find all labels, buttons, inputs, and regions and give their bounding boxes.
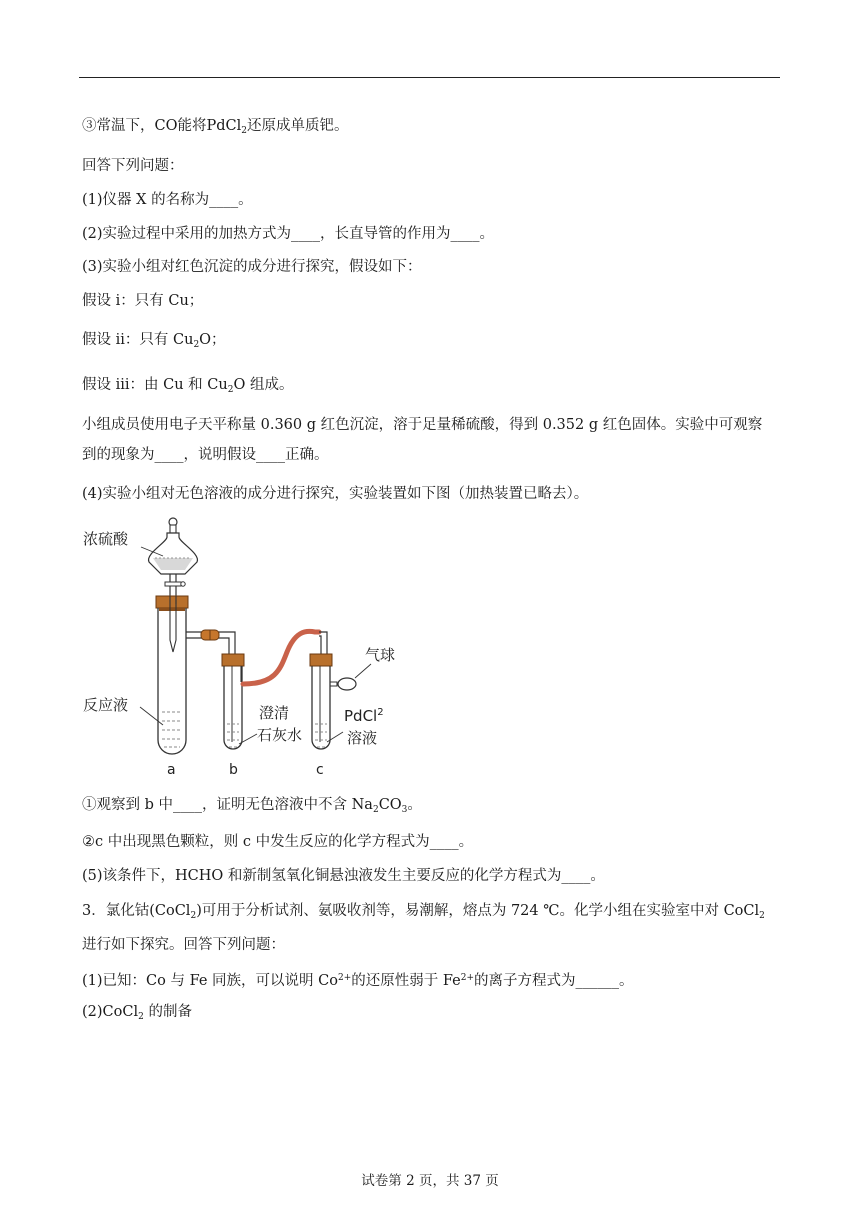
q3-part1-mid: 的还原性弱于 Fe — [351, 973, 461, 989]
question-3-part-2 — [82, 1002, 192, 1027]
condition-text: ③常温下，CO能将PdCl — [82, 118, 242, 134]
q3-part2-text: (2)CoCl — [82, 1004, 139, 1020]
balloon-leader — [355, 664, 371, 678]
hypothesis-text-end: O 组成。 — [233, 377, 294, 393]
hypothesis-3 — [82, 375, 293, 400]
sub-question-formula: CO — [378, 797, 402, 813]
question-part-4: (4)实验小组对无色溶液的成分进行探究，实验装置如下图（加热装置已略去）。 — [82, 486, 589, 502]
label-tube-c: c — [316, 762, 324, 778]
label-balloon: 气球 — [365, 646, 395, 664]
hypothesis-text: 假设 iii：由 Cu 和 Cu — [82, 377, 228, 393]
question-part-5: (5)该条件下，HCHO 和新制氢氧化铜悬浊液发生主要反应的化学方程式为____。 — [82, 868, 605, 884]
question-3-line-1 — [82, 901, 765, 926]
subscript: 2 — [193, 340, 200, 350]
q3-part1-text: (1)已知：Co 与 Fe 同族，可以说明 Co — [82, 973, 338, 989]
label-tube-a: a — [167, 762, 176, 778]
question-part-1: (1)仪器 X 的名称为____。 — [82, 192, 253, 208]
subscript: 2 — [372, 805, 379, 815]
q3-text: 3．氯化钴(CoCl — [82, 903, 191, 919]
condition-item-3 — [82, 116, 349, 141]
question-3-part-1 — [82, 968, 634, 991]
question-part-3: (3)实验小组对红色沉淀的成分进行探究，假设如下： — [82, 259, 422, 275]
question-part-2: (2)实验过程中采用的加热方式为____，长直导管的作用为____。 — [82, 226, 495, 242]
q3-part2-end: 的制备 — [143, 1004, 192, 1020]
q3-text-mid: )可用于分析试剂、氨吸收剂等，易潮解，熔点为 724 ℃。化学小组在实验室中对 CoCl — [196, 903, 760, 919]
subscript: 2 — [227, 385, 234, 395]
reaction-leader — [140, 707, 163, 725]
label-pdcl2 — [344, 707, 384, 725]
header-rule — [79, 77, 780, 78]
sub-question-text-end: 。 — [407, 797, 422, 813]
sub-question-text: ①观察到 b 中____，证明无色溶液中不含 Na — [82, 797, 373, 813]
experiment-paragraph: 小组成员使用电子天平称量 0.360 g 红色沉淀，溶于足量稀硫酸，得到 0.352 g 红色固体。实验中可观察到的现象为____，说明假设____正确。 — [82, 417, 763, 463]
subscript: 2 — [190, 911, 197, 921]
hypothesis-text: 假设 ii：只有 Cu — [82, 332, 194, 348]
pdcl-sub: 2 — [377, 707, 384, 718]
label-limewater-line2: 石灰水 — [257, 726, 303, 744]
answer-instruction: 回答下列问题： — [82, 158, 184, 174]
label-reaction-liquid: 反应液 — [83, 696, 129, 714]
subscript: 2 — [759, 911, 765, 921]
separatory-funnel — [149, 518, 198, 596]
sub-question-1 — [82, 795, 422, 820]
subscript: 2 — [241, 126, 247, 136]
hypothesis-1: 假设 i：只有 Cu； — [82, 293, 204, 309]
q3-part1-end: 的离子方程式为______。 — [474, 973, 634, 989]
label-solution: 溶液 — [347, 729, 378, 747]
superscript: 2+ — [337, 973, 352, 983]
subscript: 2 — [138, 1012, 144, 1022]
label-limewater-line1: 澄清 — [259, 704, 290, 722]
pdcl-main: PdCl — [344, 707, 378, 725]
test-tube-c — [310, 654, 332, 749]
test-tube-a — [156, 596, 188, 754]
balloon — [330, 678, 356, 690]
hypothesis-text-end: O； — [199, 332, 226, 348]
page-footer: 试卷第 2 页，共 37 页 — [361, 1173, 499, 1189]
subscript: 3 — [401, 805, 408, 815]
label-conc-sulfuric-acid: 浓硫酸 — [83, 530, 129, 548]
label-tube-b: b — [229, 762, 238, 778]
sub-question-2: ②c 中出现黑色颗粒，则 c 中发生反应的化学方程式为____。 — [82, 834, 474, 850]
apparatus-diagram — [75, 512, 395, 782]
superscript: 2+ — [460, 973, 475, 983]
question-3-line-2: 进行如下探究。回答下列问题： — [82, 937, 285, 953]
hypothesis-2 — [82, 330, 226, 355]
condition-text-end: 还原成单质钯。 — [247, 118, 349, 134]
